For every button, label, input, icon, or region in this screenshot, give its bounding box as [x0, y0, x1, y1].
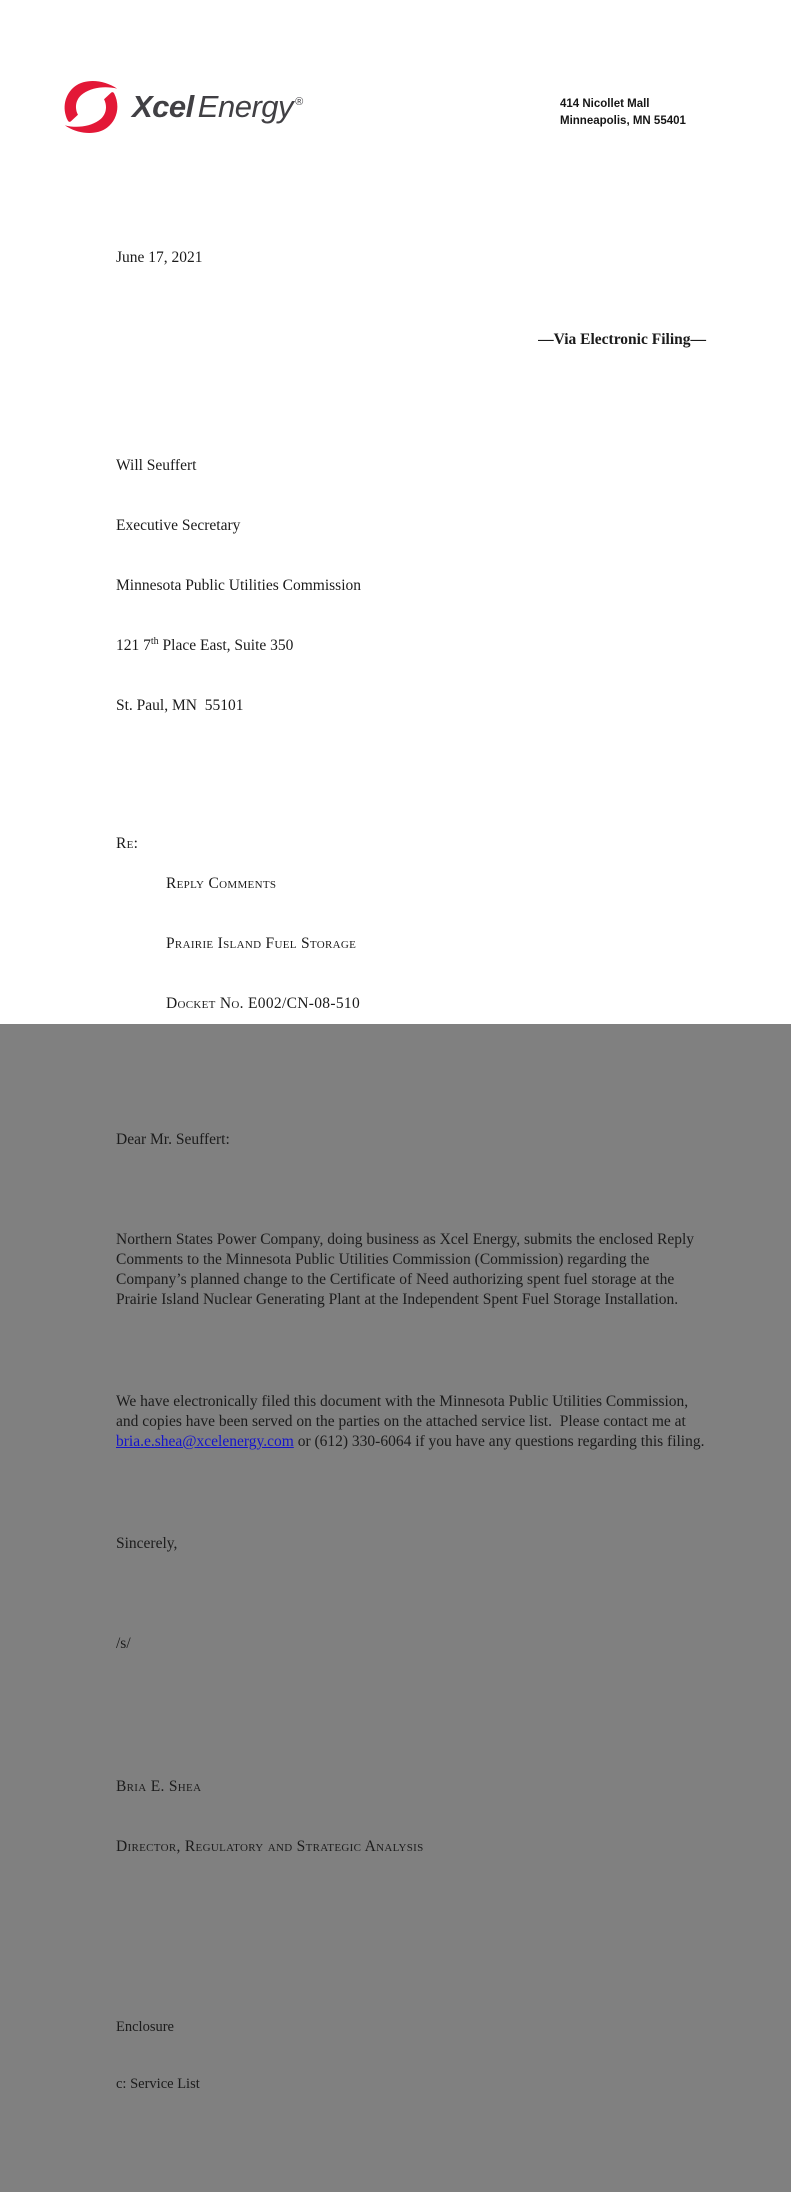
closing: Sincerely, [116, 1535, 178, 1552]
enclosure-note: Enclosure [116, 2019, 174, 2035]
re-label: Re: [116, 835, 139, 852]
signer-name: Bria E. Shea [116, 1778, 202, 1795]
logo-wordmark [132, 89, 303, 125]
cc-note: c: Service List [116, 2076, 200, 2092]
letter-body [116, 188, 706, 2192]
recipient-title: Executive Secretary [116, 517, 241, 534]
letterhead-address-line2: Minneapolis, MN 55401 [560, 115, 686, 127]
registered-trademark-symbol: ® [295, 96, 303, 108]
paragraph-2-text-before-link: We have electronically filed this document with the Minnesota Public Utilities Commission, and copies have been served on the parties on the attached service list. Please contact me at [116, 1393, 693, 1430]
re-lines [166, 834, 706, 1054]
re-block [116, 834, 706, 1054]
xcel-energy-logo [62, 78, 303, 136]
recipient-block [116, 416, 706, 756]
ordinal-suffix: th [150, 635, 159, 647]
signature-mark: /s/ [116, 1635, 131, 1652]
xcel-swirl-icon [62, 78, 120, 136]
signer-title: Director, Regulatory and Strategic Analysis [116, 1838, 424, 1855]
re-line-subject: Reply Comments [166, 875, 277, 892]
logo-word-energy: Energy [197, 89, 294, 124]
re-line-docket: Docket No. E002/CN-08-510 [166, 995, 360, 1012]
logo-word-xcel: Xcel [132, 89, 194, 124]
recipient-address-line1-number: 121 7 [116, 637, 151, 654]
paragraph-2-text-after-link: or (612) 330-6064 if you have any questions regarding this filing. [293, 1433, 705, 1450]
recipient-address-line1 [116, 636, 706, 656]
body-paragraph-2 [116, 1392, 706, 1452]
letter-date: June 17, 2021 [116, 249, 203, 266]
body-paragraph-1: Northern States Power Company, doing business as Xcel Energy, submits the enclosed Reply Comments to the Minnesota Public Utilities Commission (Commission) regarding the Company’s planned change to the Certificate of Need authorizing spent fuel storage at the Prairie Island Nuclear Generating Plant at the Independent Spent Fuel Storage Installation. [116, 1231, 698, 1308]
re-line-matter: Prairie Island Fuel Storage [166, 935, 357, 952]
email-link[interactable]: bria.e.shea@xcelenergy.com [116, 1433, 294, 1450]
salutation: Dear Mr. Seuffert: [116, 1131, 230, 1148]
letterhead-address-line1: 414 Nicollet Mall [560, 98, 650, 110]
enclosure-block [116, 1980, 706, 2132]
recipient-address-line1-street: Place East, Suite 350 [158, 637, 294, 654]
filing-notice: —Via Electronic Filing— [538, 331, 706, 348]
recipient-name: Will Seuffert [116, 457, 197, 474]
recipient-address-line2: St. Paul, MN 55101 [116, 697, 244, 714]
recipient-organization: Minnesota Public Utilities Commission [116, 577, 361, 594]
letterhead-address [560, 96, 686, 130]
signer-block [116, 1737, 706, 1897]
